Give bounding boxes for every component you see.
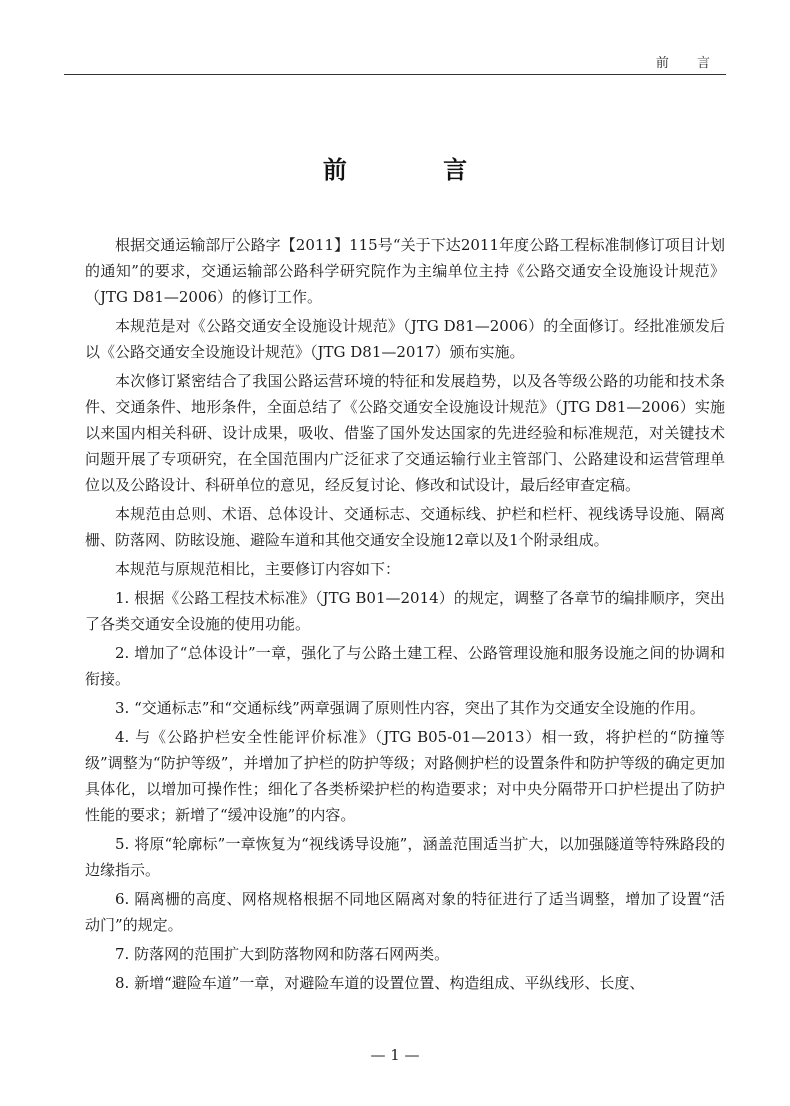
page-number: — 1 — <box>370 1046 420 1064</box>
page-title: 前 言 <box>322 156 512 184</box>
paragraph: 本规范由总则、术语、总体设计、交通标志、交通标线、护栏和栏杆、视线诱导设施、隔离栅、防落网、防眩设施、避险车道和其他交通安全设施12章以及1个附录组成。 <box>85 505 725 549</box>
running-header: 前 言 <box>655 56 722 71</box>
header-rule <box>64 74 726 75</box>
list-item: 8. 新增“避险车道”一章，对避险车道的设置位置、构造组成、平纵线形、长度、 <box>115 974 645 992</box>
list-item: 3. “交通标志”和“交通标线”两章强调了原则性内容，突出了其作为交通安全设施的作用。 <box>115 699 705 717</box>
list-item: 2. 增加了“总体设计”一章，强化了与公路土建工程、公路管理设施和服务设施之间的协调和衔接。 <box>85 644 725 688</box>
list-item: 4. 与《公路护栏安全性能评价标准》（JTG B05-01—2013）相一致，将护栏的“防撞等级”调整为“防护等级”，并增加了护栏的防护等级；对路侧护栏的设置条件和防护等级的确定更加具体化，以增加可操作性；细化了各类桥梁护栏的构造要求；对中央分隔带开口护栏提出了防护性能的要求；新增了“缓冲设施”的内容。 <box>85 728 725 824</box>
list-item: 7. 防落网的范围扩大到防落物网和防落石网两类。 <box>115 945 450 963</box>
paragraph: 本规范与原规范相比，主要修订内容如下： <box>115 560 401 578</box>
paragraph: 本规范是对《公路交通安全设施设计规范》（JTG D81—2006）的全面修订。经批准颁发后以《公路交通安全设施设计规范》（JTG D81—2017）颁布实施。 <box>85 317 725 361</box>
list-item: 5. 将原“轮廓标”一章恢复为“视线诱导设施”，涵盖范围适当扩大，以加强隧道等特殊路段的边缘指示。 <box>85 835 725 879</box>
list-item: 6. 隔离栅的高度、网格规格根据不同地区隔离对象的特征进行了适当调整，增加了设置“活动门”的规定。 <box>85 890 725 934</box>
body-text <box>85 232 725 996</box>
paragraph: 根据交通运输部厅公路字【2011】115号“关于下达2011年度公路工程标准制修订项目计划的通知”的要求，交通运输部公路科学研究院作为主编单位主持《公路交通安全设施设计规范》（JTG D81—2006）的修订工作。 <box>85 236 725 306</box>
list-item: 1. 根据《公路工程技术标准》（JTG B01—2014）的规定，调整了各章节的编排顺序，突出了各类交通安全设施的使用功能。 <box>85 589 725 633</box>
paragraph: 本次修订紧密结合了我国公路运营环境的特征和发展趋势，以及各等级公路的功能和技术条件、交通条件、地形条件，全面总结了《公路交通安全设施设计规范》（JTG D81—2006）实施以来国内相关科研、设计成果，吸收、借鉴了国外发达国家的先进经验和标准规范，对关键技术问题开展了专项研究，在全国范围内广泛征求了交通运输行业主管部门、公路建设和运营管理单位以及公路设计、科研单位的意见，经反复讨论、修改和试设计，最后经审查定稿。 <box>85 372 725 494</box>
